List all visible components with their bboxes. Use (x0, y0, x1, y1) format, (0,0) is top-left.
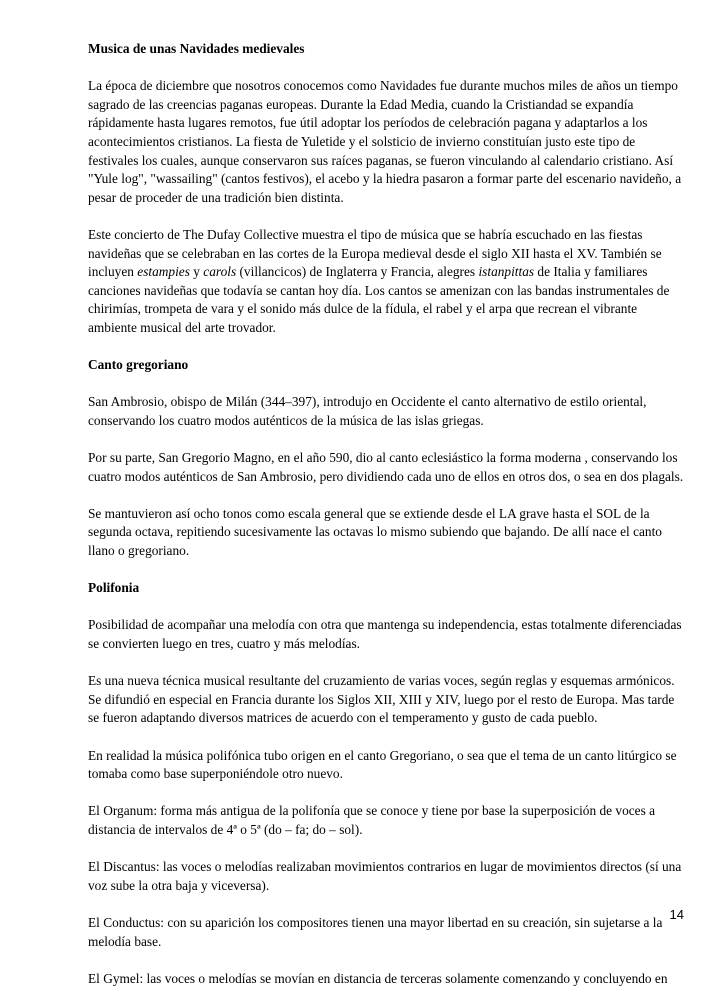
polyphony-paragraph-1: Posibilidad de acompañar una melodía con otra que mantenga su independencia, estas totalmente diferenciadas se convierten luego en tres, cuatro y más melodías. (88, 617, 682, 651)
term-carols: carols (203, 264, 237, 280)
gregorian-paragraph-3: Se mantuvieron así ocho tonos como escala general que se extiende desde el LA grave hasta el SOL de la segunda octava, repitiendo sucesivamente las octavas lo mismo subiendo que bajando. De allí nace el canto llano o gregoriano. (88, 505, 662, 559)
term-istanpittas: istanpittas (478, 264, 535, 280)
polyphony-paragraph-conductus: El Conductus: con su aparición los compositores tienen una mayor libertad en su creación, sin sujetarse a la melodía base. (88, 914, 663, 949)
intro-paragraph: La época de diciembre que nosotros conocemos como Navidades fue durante muchos miles de años un tiempo sagrado de las creencias paganas europeas. Durante la Edad Media, cuando la Cristiandad se expandía rápidamente hasta lugares remotos, fue útil adoptar los períodos de celebración pagana y adaptarlos a los acontecimientos cristianos. La fiesta de Yuletide y el solsticio de invierno constituían justo este tipo de festivales los cuales, aunque conservaron sus raíces paganas, se fueron vinculando al calendario cristiano. Así "Yule log", "wassailing" (cantos festivos), el acebo y la hiedra pasaron a formar parte del escenario navideño, a pesar de proceder de una tradición bien distinta. (88, 78, 682, 205)
term-estampies: estampies (137, 264, 190, 280)
section-heading-polyphony: Polifonia (88, 580, 140, 596)
concert-text-3: (villancicos) de Inglaterra y Francia, alegres (236, 264, 479, 280)
polyphony-paragraph-2: Es una nueva técnica musical resultante del cruzamiento de varias voces, según reglas y esquemas armónicos. Se difundió en especial en Francia durante los Siglos XII, XIII y XIV, luego por el resto de Europa. Mas tarde se fueron adaptando diversos matrices de acuerdo con el temperamento y gusto de cada pueblo. (88, 673, 675, 726)
polyphony-paragraph-organum: El Organum: forma más antigua de la polifonía que se conoce y tiene por base la superposición de voces a distancia de intervalos de 4ª o 5ª (do – fa; do – sol). (88, 803, 656, 837)
document-title: Musica de unas Navidades medievales (88, 41, 305, 56)
concert-text-2: y (189, 264, 204, 280)
concert-text-4: de Italia y familiares canciones navideñas que todavía se cantan hoy día. Los cantos se amenizan con las bandas instrumentales de chirimías, trompeta de vara y el sonido más dulce de la fídula, el rabel y el arpa que recrean el vibrante ambiente musical del arte trovador. (88, 264, 670, 335)
concert-text-1: Este concierto de The Dufay Collective muestra el tipo de música que se habría escuchado en las fiestas navideñas que se celebraban en las cortes de la Europa medieval desde el siglo XII hasta el XV. También se incluyen (88, 226, 662, 280)
page-number: 14 (669, 907, 684, 922)
polyphony-paragraph-3: En realidad la música polifónica tubo origen en el canto Gregoriano, o sea que el tema de un canto litúrgico se tomaba como base superponiéndole otro nuevo. (88, 747, 677, 782)
concert-paragraph (88, 226, 688, 338)
page-content (88, 40, 688, 1007)
gregorian-paragraph-1: San Ambrosio, obispo de Milán (344–397), introdujo en Occidente el canto alternativo de estilo oriental, conservando los cuatro modos auténticos de la música de las islas griegas. (88, 394, 647, 428)
section-heading-gregorian: Canto gregoriano (88, 357, 189, 373)
polyphony-paragraph-discantus: El Discantus: las voces o melodías realizaban movimientos contrarios en lugar de movimientos directos (sí una voz sube la otra baja y viceversa). (88, 859, 682, 893)
polyphony-paragraph-gymel: El Gymel: las voces o melodías se movían en distancia de terceras solamente comenzando y concluyendo en (88, 970, 668, 986)
gregorian-paragraph-2: Por su parte, San Gregorio Magno, en el año 590, dio al canto eclesiástico la forma moderna , conservando los cuatro modos auténticos de San Ambrosio, pero dividiendo cada uno de ellos en otros dos, o sea en dos plagals. (88, 450, 684, 484)
